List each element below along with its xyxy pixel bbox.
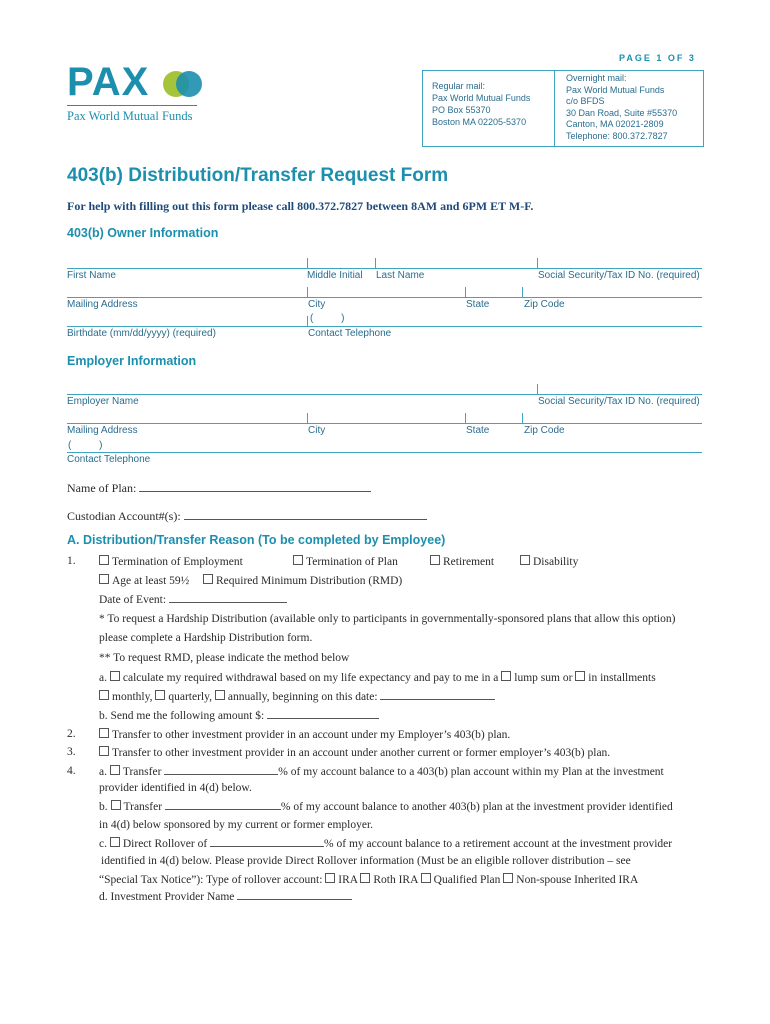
- roth-ira-label: Roth IRA: [373, 874, 418, 886]
- annually-label: annually, beginning on this date:: [227, 691, 378, 703]
- installments-label: in installments: [588, 672, 656, 684]
- employer-name-label: Employer Name: [67, 396, 139, 407]
- page-indicator: PAGE 1 OF 3: [619, 53, 696, 63]
- provider-name-label: d. Investment Provider Name: [99, 891, 235, 903]
- owner-phone-label: Contact Telephone: [308, 328, 392, 339]
- transfer-employer-checkbox[interactable]: [99, 728, 109, 738]
- employer-city-label: City: [308, 425, 326, 436]
- owner-city-label: City: [308, 299, 326, 310]
- item-4-number: 4.: [67, 765, 76, 777]
- last-name-label: Last Name: [376, 270, 425, 281]
- employer-ssn-label: Social Security/Tax ID No. (required): [538, 396, 700, 407]
- annual-start-date-field[interactable]: [380, 699, 495, 700]
- transfer-a-cont: provider identified in 4(d) below.: [99, 782, 252, 794]
- direct-rollover-cont: identified in 4(d) below. Please provide Direct Rollover information (Must be an eligible rollover distribution – see: [101, 855, 631, 867]
- installments-checkbox[interactable]: [575, 671, 585, 681]
- item-3-number: 3.: [67, 746, 76, 758]
- pax-logo: [67, 60, 202, 124]
- rmd-checkbox[interactable]: [203, 574, 213, 584]
- transfer-a-checkbox[interactable]: [110, 765, 120, 775]
- form-title: 403(b) Distribution/Transfer Request Form: [67, 165, 449, 186]
- birthdate-label: Birthdate (mm/dd/yyyy) (required): [67, 328, 216, 339]
- transfer-employer-label: Transfer to other investment provider in an account under my Employer’s 403(b) plan.: [112, 729, 511, 741]
- termination-employment-checkbox[interactable]: [99, 555, 109, 565]
- logo-wordmark: PAX: [67, 60, 150, 104]
- termination-employment-label: Termination of Employment: [112, 556, 243, 568]
- transfer-other-employer-label: Transfer to other investment provider in an account under another current or former employer’s 403(b) plan.: [112, 747, 611, 759]
- section-a-heading: A. Distribution/Transfer Reason (To be completed by Employee): [67, 533, 446, 547]
- date-of-event-label: Date of Event:: [99, 594, 167, 606]
- employer-address-label: Mailing Address: [67, 425, 138, 436]
- transfer-b-percent-field[interactable]: [165, 809, 281, 810]
- logo-circles-icon: [163, 67, 203, 101]
- first-name-label: First Name: [67, 270, 116, 281]
- direct-rollover-checkbox[interactable]: [110, 837, 120, 847]
- plan-name-row: [67, 481, 371, 496]
- rollover-type-label: “Special Tax Notice”): Type of rollover account:: [99, 874, 323, 886]
- logo-company: Pax World Mutual Funds: [67, 109, 193, 123]
- retirement-checkbox[interactable]: [430, 555, 440, 565]
- mail-box: [422, 70, 704, 147]
- nonspouse-ira-label: Non-spouse Inherited IRA: [516, 874, 639, 886]
- transfer-a-percent-field[interactable]: [164, 774, 278, 775]
- calculate-rmd-label: calculate my required withdrawal based on my life expectancy and pay to me in a: [122, 672, 499, 684]
- qualified-plan-label: Qualified Plan: [433, 874, 501, 886]
- ira-label: IRA: [338, 874, 358, 886]
- termination-plan-checkbox[interactable]: [293, 555, 303, 565]
- disability-label: Disability: [533, 556, 579, 568]
- transfer-other-employer-checkbox[interactable]: [99, 746, 109, 756]
- plan-name-field[interactable]: [139, 491, 371, 492]
- termination-plan-label: Termination of Plan: [306, 556, 398, 568]
- transfer-a-label: Transfer: [122, 766, 162, 778]
- transfer-b-checkbox[interactable]: [111, 800, 121, 810]
- owner-ssn-label: Social Security/Tax ID No. (required): [538, 270, 700, 281]
- custodian-label: Custodian Account#(s):: [67, 509, 181, 523]
- quarterly-checkbox[interactable]: [155, 690, 165, 700]
- age-checkbox[interactable]: [99, 574, 109, 584]
- lump-sum-label: lump sum or: [514, 672, 573, 684]
- rmd-method-note: ** To request RMD, please indicate the method below: [99, 652, 350, 664]
- provider-name-field[interactable]: [237, 899, 352, 900]
- plan-name-label: Name of Plan:: [67, 481, 137, 495]
- transfer-b-cont: in 4(d) below sponsored by my current or former employer.: [99, 819, 374, 831]
- overnight-mail: Overnight mail: Pax World Mutual Funds c/o BFDS 30 Dan Road, Suite #55370 Canton, MA 02021-2809 Telephone: 800.372.7827: [566, 73, 678, 141]
- employer-state-label: State: [466, 425, 490, 436]
- age-label: Age at least 59½: [112, 575, 190, 587]
- monthly-checkbox[interactable]: [99, 690, 109, 700]
- owner-state-label: State: [466, 299, 490, 310]
- custodian-row: [67, 509, 427, 524]
- qualified-plan-checkbox[interactable]: [421, 873, 431, 883]
- employer-heading: Employer Information: [67, 354, 197, 368]
- hardship-note-1: * To request a Hardship Distribution (available only to participants in governmentally-sponsored plans that allow this option): [99, 613, 676, 625]
- hardship-note-2: please complete a Hardship Distribution form.: [99, 632, 313, 644]
- disability-checkbox[interactable]: [520, 555, 530, 565]
- amount-field[interactable]: [267, 718, 379, 719]
- roth-ira-checkbox[interactable]: [360, 873, 370, 883]
- rmd-label: Required Minimum Distribution (RMD): [216, 575, 403, 587]
- amount-label: b. Send me the following amount $:: [99, 710, 265, 722]
- owner-address-label: Mailing Address: [67, 299, 138, 310]
- owner-zip-label: Zip Code: [524, 299, 565, 310]
- transfer-b-label: Transfer: [123, 801, 163, 813]
- calculate-rmd-checkbox[interactable]: [110, 671, 120, 681]
- monthly-label: monthly,: [112, 691, 153, 703]
- item-2-number: 2.: [67, 728, 76, 740]
- ira-checkbox[interactable]: [325, 873, 335, 883]
- item-1-number: 1.: [67, 555, 76, 567]
- date-of-event-field[interactable]: [169, 602, 287, 603]
- employer-phone-paren: ( ): [68, 440, 103, 451]
- quarterly-label: quarterly,: [168, 691, 212, 703]
- owner-phone-paren: ( ): [310, 313, 345, 324]
- regular-mail: Regular mail: Pax World Mutual Funds PO Box 55370 Boston MA 02205-5370: [432, 81, 531, 127]
- annually-checkbox[interactable]: [215, 690, 225, 700]
- direct-rollover-label: Direct Rollover of: [122, 838, 208, 850]
- help-text: For help with filling out this form please call 800.372.7827 between 8AM and 6PM ET M-F.: [67, 199, 534, 213]
- middle-initial-label: Middle Initial: [307, 270, 363, 281]
- retirement-label: Retirement: [443, 556, 495, 568]
- employer-phone-label: Contact Telephone: [67, 454, 151, 465]
- direct-rollover-percent-field[interactable]: [210, 846, 324, 847]
- lump-sum-checkbox[interactable]: [501, 671, 511, 681]
- nonspouse-ira-checkbox[interactable]: [503, 873, 513, 883]
- custodian-field[interactable]: [184, 519, 427, 520]
- reason-row-1: [99, 555, 243, 568]
- owner-heading: 403(b) Owner Information: [67, 226, 219, 240]
- employer-zip-label: Zip Code: [524, 425, 565, 436]
